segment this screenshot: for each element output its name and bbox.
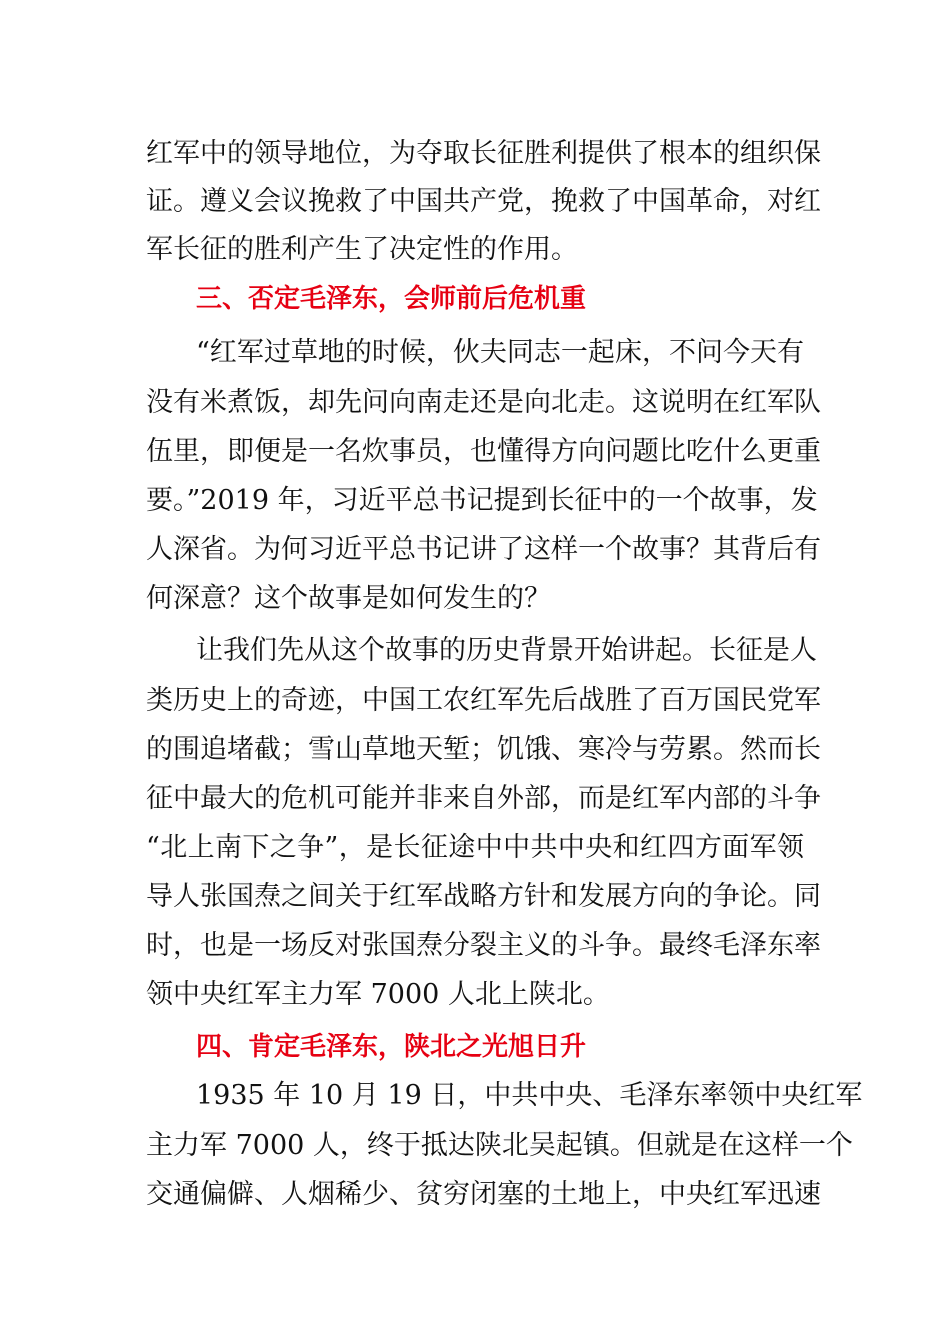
paragraph-line: 何深意？这个故事是如何发生的？ — [146, 583, 551, 614]
paragraph-line: 的围追堵截；雪山草地天堑；饥饿、寒冷与劳累。然而长 — [146, 734, 821, 765]
paragraph-line: 1935 年 10 月 19 日，中共中央、毛泽东率领中央红军 — [196, 1080, 863, 1111]
paragraph-line: 征中最大的危机可能并非来自外部，而是红军内部的斗争 — [146, 783, 821, 814]
paragraph-line: 领中央红军主力军 7000 人北上陕北。 — [146, 979, 610, 1010]
paragraph-line: 人深省。为何习近平总书记讲了这样一个故事？其背后有 — [146, 534, 821, 565]
paragraph-line: 军长征的胜利产生了决定性的作用。 — [146, 234, 578, 265]
paragraph-line: 没有米煮饭，却先问向南走还是向北走。这说明在红军队 — [146, 387, 821, 418]
section-heading-3: 三、否定毛泽东，会师前后危机重 — [196, 284, 587, 314]
paragraph-line: “北上南下之争”，是长征途中中共中央和红四方面军领 — [146, 832, 804, 863]
paragraph-line: 让我们先从这个故事的历史背景开始讲起。长征是人 — [196, 635, 817, 666]
section-heading-4: 四、肯定毛泽东，陕北之光旭日升 — [196, 1032, 587, 1062]
paragraph-line: 红军中的领导地位，为夺取长征胜利提供了根本的组织保 — [146, 138, 821, 169]
paragraph-line: 伍里，即便是一名炊事员，也懂得方向问题比吃什么更重 — [146, 436, 821, 467]
paragraph-line: 交通偏僻、人烟稀少、贫穷闭塞的土地上，中央红军迅速 — [146, 1179, 821, 1210]
paragraph-line: 要。”2019 年，习近平总书记提到长征中的一个故事，发 — [146, 485, 818, 516]
paragraph-line: 证。遵义会议挽救了中国共产党，挽救了中国革命，对红 — [146, 186, 821, 217]
paragraph-line: 类历史上的奇迹，中国工农红军先后战胜了百万国民党军 — [146, 685, 821, 716]
paragraph-line: 时，也是一场反对张国焘分裂主义的斗争。最终毛泽东率 — [146, 930, 821, 961]
paragraph-line: “红军过草地的时候，伙夫同志一起床，不问今天有 — [196, 337, 804, 368]
paragraph-line: 导人张国焘之间关于红军战略方针和发展方向的争论。同 — [146, 881, 821, 912]
paragraph-line: 主力军 7000 人，终于抵达陕北吴起镇。但就是在这样一个 — [146, 1130, 853, 1161]
